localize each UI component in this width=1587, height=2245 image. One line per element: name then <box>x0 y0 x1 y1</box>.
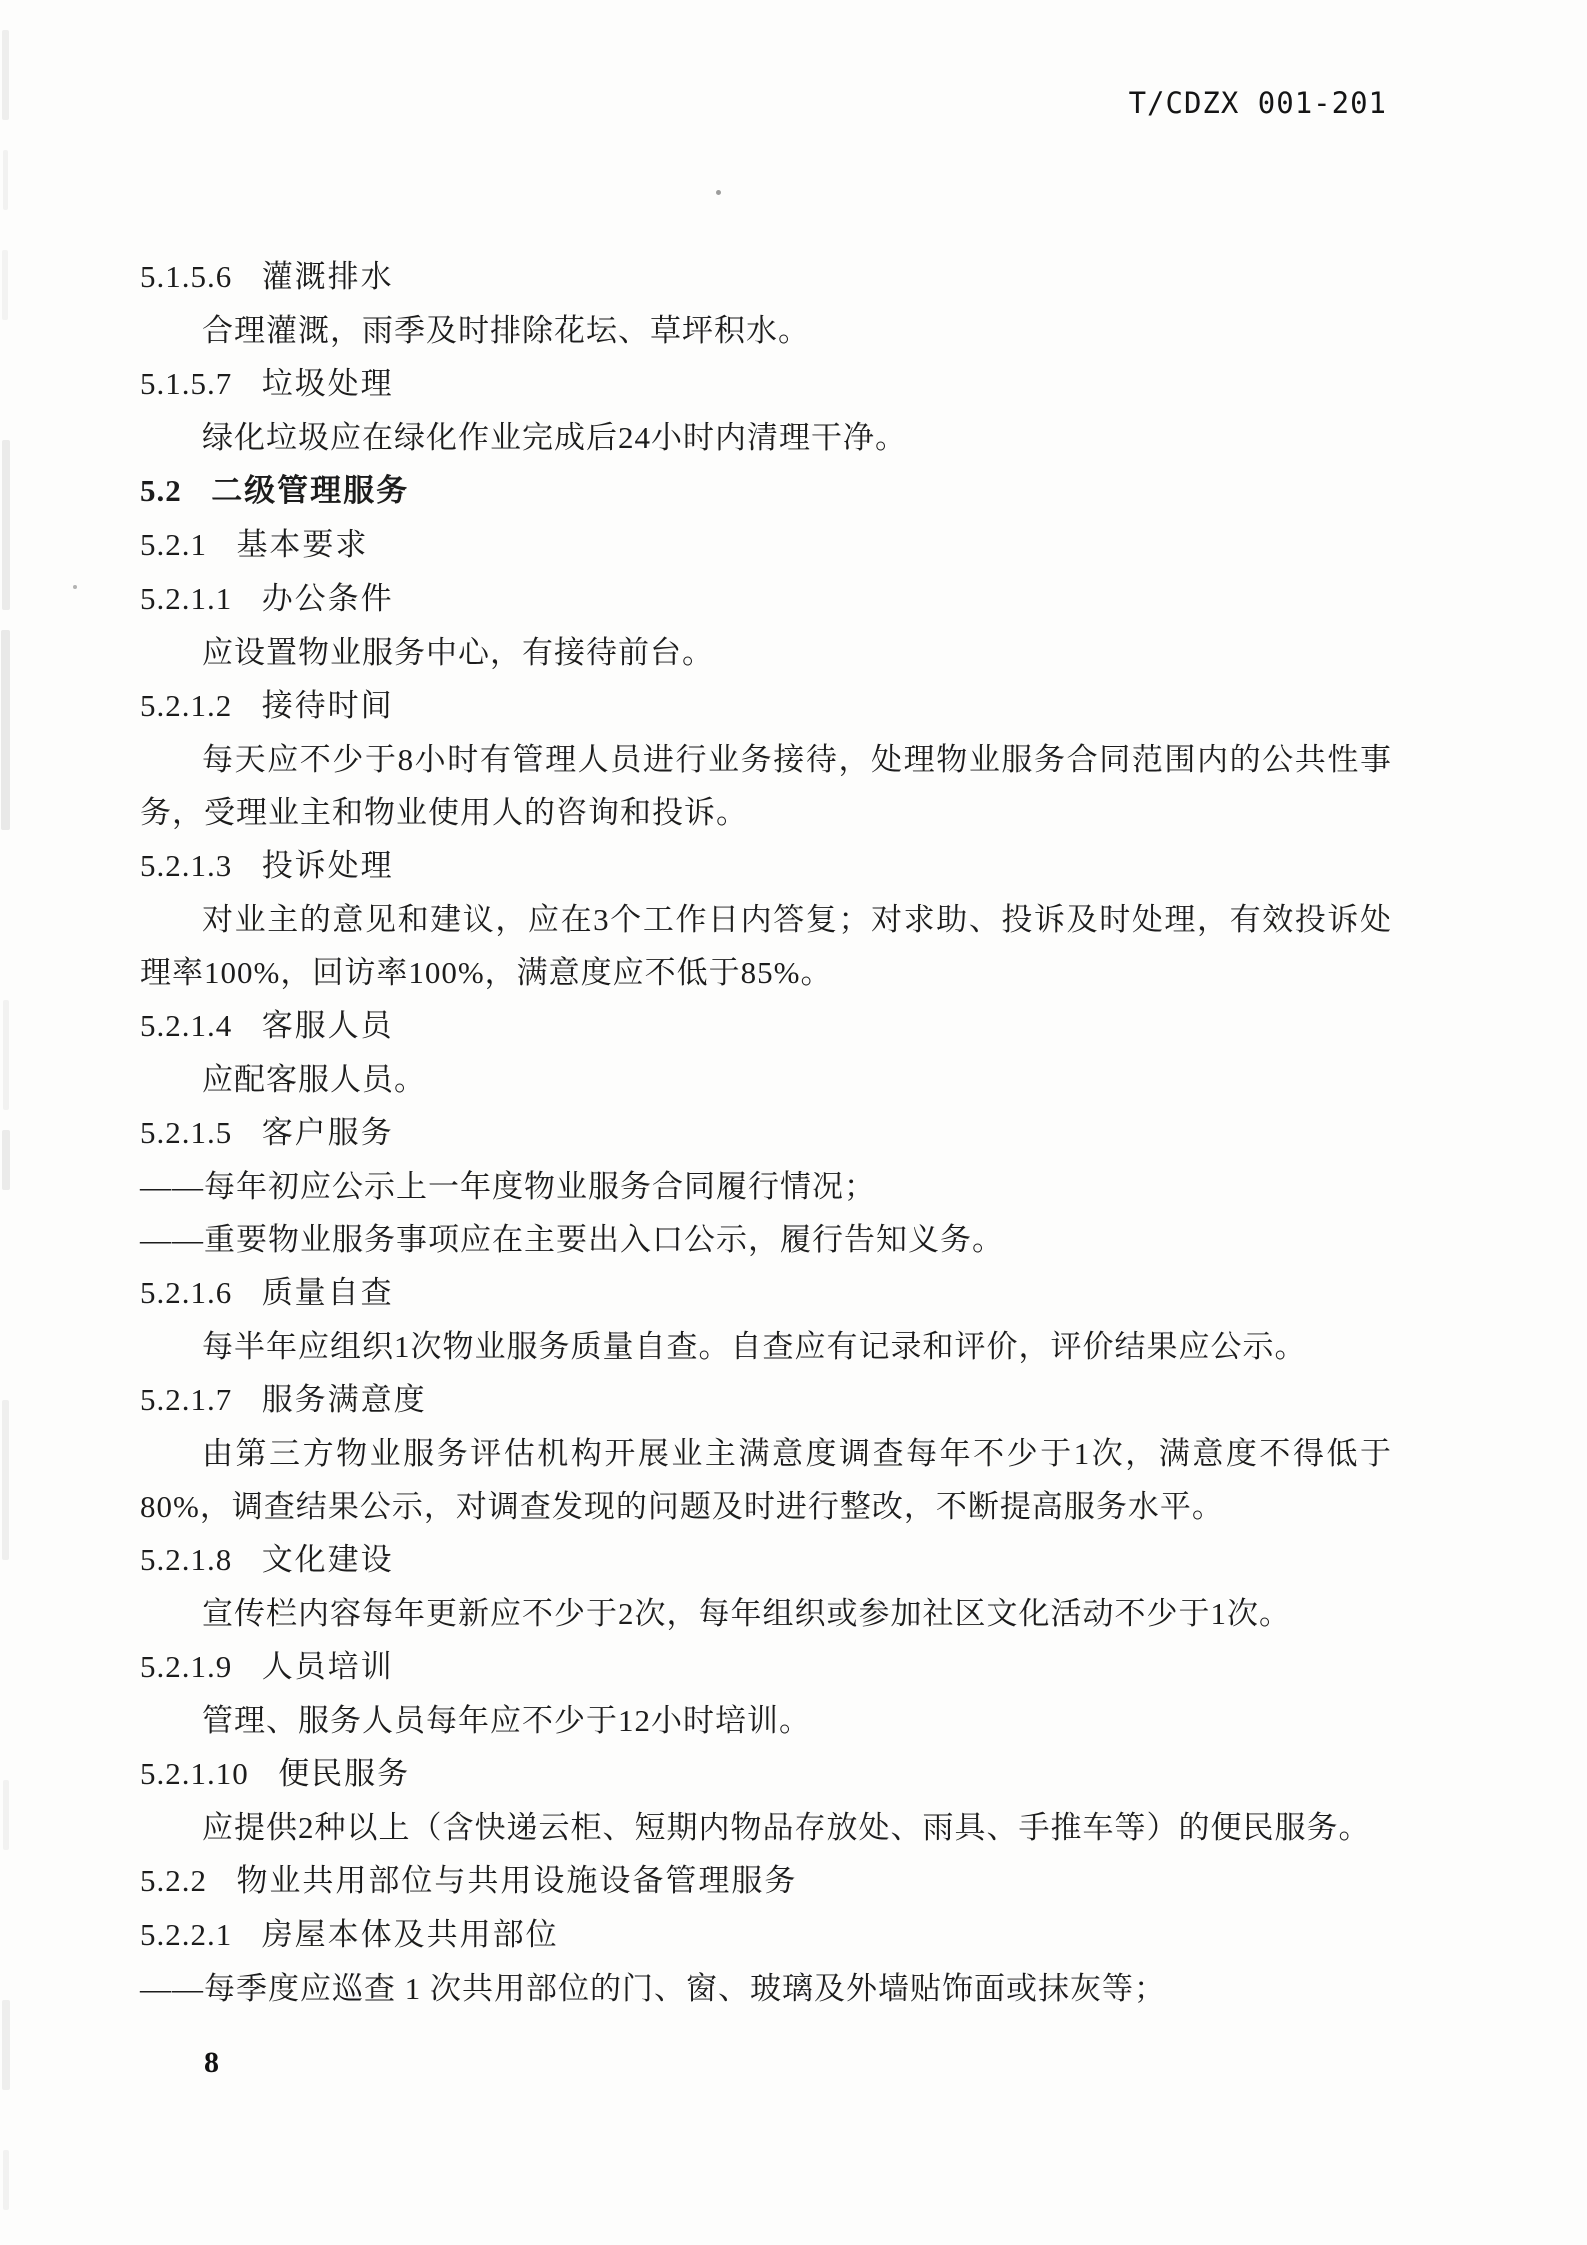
paragraph-text: 宣传栏内容每年更新应不少于2次，每年组织或参加社区文化活动不少于1次。 <box>202 1596 1291 1631</box>
section-heading <box>140 572 1392 626</box>
section-number: 5.1.5.7 <box>140 366 233 401</box>
section-number: 5.2.2 <box>140 1863 207 1898</box>
section-heading <box>140 1854 1392 1908</box>
section-number: 5.2.1.10 <box>140 1756 249 1791</box>
dash-list-item <box>140 1962 1392 2015</box>
body-paragraph <box>140 626 1392 679</box>
paragraph-text: 由第三方物业服务评估机构开展业主满意度调查每年不少于1次，满意度不得低于80%，调查结果公示，对调查发现的问题及时进行整改，不断提高服务水平。 <box>140 1436 1392 1524</box>
paragraph-text: 每半年应组织1次物业服务质量自查。自查应有记录和评价，评价结果应公示。 <box>202 1329 1307 1364</box>
scan-speck <box>716 190 721 195</box>
section-number: 5.2.1.1 <box>140 581 233 616</box>
scan-artifact <box>3 1000 9 1110</box>
section-title: 物业共用部位与共用设施设备管理服务 <box>236 1863 798 1899</box>
page-number: 8 <box>204 2046 219 2079</box>
section-number: 5.2.1.2 <box>140 688 233 723</box>
body-paragraph <box>140 1694 1392 1747</box>
body-paragraph <box>140 411 1392 464</box>
paragraph-text: 每天应不少于8小时有管理人员进行业务接待，处理物业服务合同范围内的公共性事务，受理业主和物业使用人的咨询和投诉。 <box>140 742 1392 830</box>
section-heading <box>140 357 1392 411</box>
scan-artifact <box>2 30 9 120</box>
scan-artifact <box>2 1130 10 1190</box>
paragraph-text: 合理灌溉，雨季及时排除花坛、草坪积水。 <box>202 313 810 348</box>
section-number: 5.2.1.9 <box>140 1649 233 1684</box>
section-number: 5.2.1.7 <box>140 1382 233 1417</box>
paragraph-text: 绿化垃圾应在绿化作业完成后24小时内清理干净。 <box>202 420 907 455</box>
section-heading <box>140 679 1392 733</box>
section-title: 基本要求 <box>236 527 369 563</box>
section-heading <box>140 1908 1392 1962</box>
section-heading <box>140 1747 1392 1801</box>
section-heading <box>140 1373 1392 1427</box>
section-number: 5.2.1.3 <box>140 848 233 883</box>
scan-artifact <box>2 1400 9 1560</box>
scan-artifact <box>1 630 10 830</box>
section-number: 5.2.1 <box>140 527 207 562</box>
section-number: 5.2.1.8 <box>140 1542 233 1577</box>
section-heading <box>140 1106 1392 1160</box>
section-heading <box>140 1640 1392 1694</box>
paragraph-text: 对业主的意见和建议，应在3个工作日内答复；对求助、投诉及时处理，有效投诉处理率100%，回访率100%，满意度应不低于85%。 <box>140 902 1392 990</box>
body-paragraph <box>140 1320 1392 1373</box>
section-title: 服务满意度 <box>261 1382 427 1418</box>
section-title: 房屋本体及共用部位 <box>261 1917 559 1953</box>
section-number: 5.1.5.6 <box>140 259 233 294</box>
body-paragraph <box>140 893 1392 999</box>
paragraph-text: 应配客服人员。 <box>202 1062 426 1097</box>
section-heading <box>140 1266 1392 1320</box>
dash-list-item <box>140 1213 1392 1266</box>
section-number: 5.2.1.6 <box>140 1275 233 1310</box>
body-paragraph <box>140 1427 1392 1533</box>
scan-artifact <box>3 2150 9 2210</box>
scan-artifact <box>2 250 8 320</box>
paragraph-text: 应设置物业服务中心，有接待前台。 <box>202 635 714 670</box>
section-heading <box>140 839 1392 893</box>
scan-speck <box>73 585 77 589</box>
section-title: 质量自查 <box>261 1275 394 1311</box>
section-title: 文化建设 <box>261 1542 394 1578</box>
section-title: 灌溉排水 <box>261 259 394 295</box>
section-number: 5.2.2.1 <box>140 1917 233 1952</box>
body-paragraph <box>140 304 1392 357</box>
scan-artifact <box>2 440 10 610</box>
doc-content <box>140 250 1392 2015</box>
clause-heading <box>140 464 1392 518</box>
body-paragraph <box>140 1053 1392 1106</box>
section-number: 5.2 <box>140 473 182 508</box>
dash-item-text: ——每季度应巡查 1 次共用部位的门、窗、玻璃及外墙贴饰面或抹灰等； <box>140 1971 1166 2006</box>
dash-list-item <box>140 1160 1392 1213</box>
body-paragraph <box>140 733 1392 839</box>
dash-item-text: ——每年初应公示上一年度物业服务合同履行情况； <box>140 1169 876 1204</box>
section-heading <box>140 999 1392 1053</box>
body-paragraph <box>140 1801 1392 1854</box>
section-title: 客户服务 <box>261 1115 394 1151</box>
dash-item-text: ——重要物业服务事项应在主要出入口公示，履行告知义务。 <box>140 1222 1004 1257</box>
section-heading <box>140 518 1392 572</box>
section-title: 投诉处理 <box>261 848 394 884</box>
scan-artifact <box>3 150 8 210</box>
scan-artifact <box>2 2000 10 2090</box>
section-title: 办公条件 <box>261 581 394 617</box>
section-title: 便民服务 <box>278 1756 411 1792</box>
paragraph-text: 应提供2种以上（含快递云柜、短期内物品存放处、雨具、手推车等）的便民服务。 <box>202 1810 1371 1845</box>
section-title: 接待时间 <box>261 688 394 724</box>
section-title: 人员培训 <box>261 1649 394 1685</box>
body-paragraph <box>140 1587 1392 1640</box>
section-number: 5.2.1.4 <box>140 1008 233 1043</box>
paragraph-text: 管理、服务人员每年应不少于12小时培训。 <box>202 1703 811 1738</box>
section-number: 5.2.1.5 <box>140 1115 233 1150</box>
section-heading <box>140 1533 1392 1587</box>
section-title: 客服人员 <box>261 1008 394 1044</box>
section-title: 垃圾处理 <box>261 366 394 402</box>
standard-number: T/CDZX 001-201 <box>1128 86 1387 120</box>
scan-artifact <box>3 1780 9 1850</box>
section-heading <box>140 250 1392 304</box>
section-title: 二级管理服务 <box>211 473 410 509</box>
